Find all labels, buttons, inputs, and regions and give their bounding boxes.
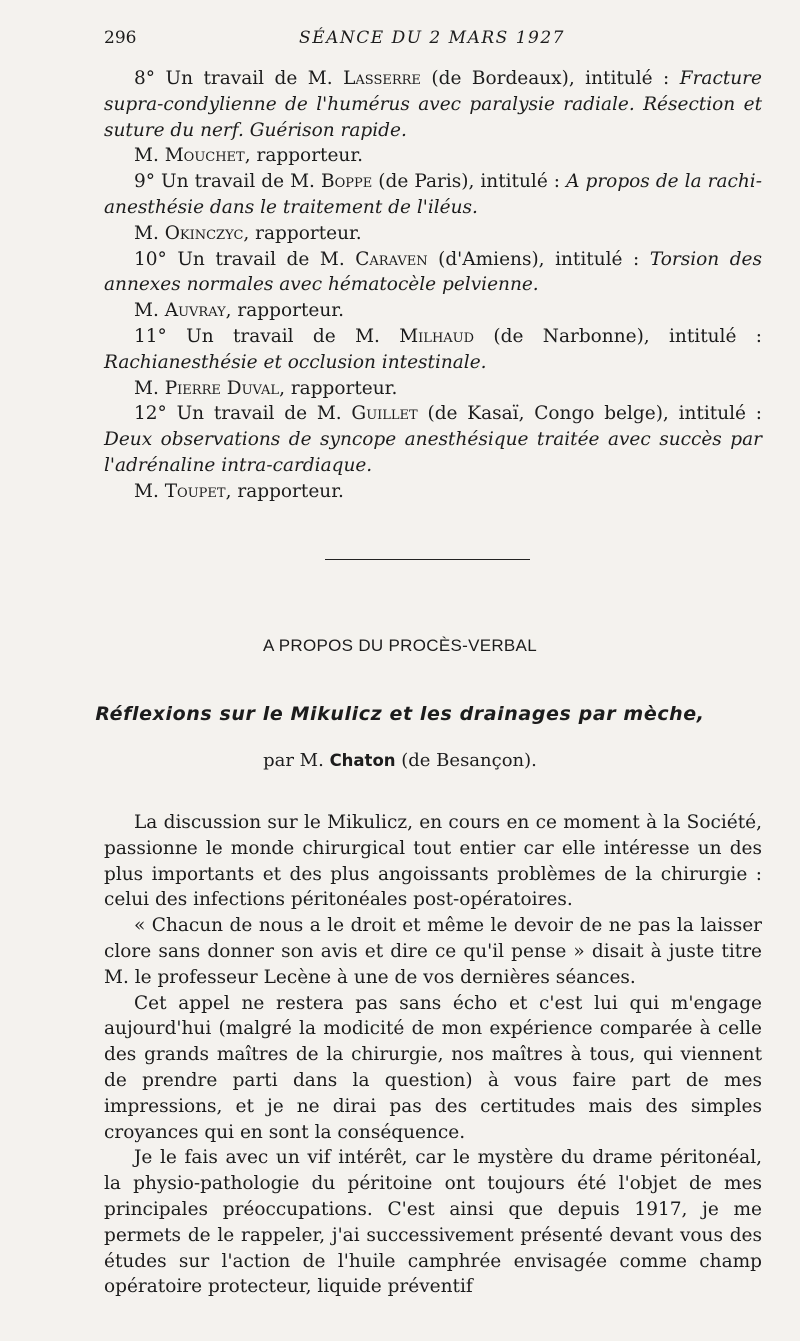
entry-author: Caraven [355, 248, 428, 270]
reporter-prefix: M. [134, 480, 159, 502]
entry-author: Guillet [351, 403, 418, 425]
reporter-name: Toupet [164, 480, 226, 502]
reporter-prefix: M. [134, 222, 159, 244]
reporter-line [104, 143, 762, 169]
page-header [104, 28, 760, 54]
byline-author: Chaton [329, 751, 396, 770]
entry-intro: 12° Un travail de M. [134, 403, 342, 425]
article-byline [0, 750, 800, 771]
body-paragraph: Cet appel ne restera pas sans écho et c'est lui qui m'engage aujourd'hui (malgré la modicité de mon expérience comparée à celle des grands maîtres de la chirurgie, nos maîtres à tous, qui viennent de prendre parti dans la question) à vous faire part de mes impressions, et je ne dirai pas des certitudes mais des simples croyances qui en sont la conséquence. [104, 992, 762, 1143]
reporter-suffix: , rapporteur. [225, 480, 344, 502]
body-paragraph: Je le fais avec un vif intérêt, car le mystère du drame péritonéal, la physio-pathologie du péritoine ont toujours été l'objet de mes principales préoccupations. C'est ainsi que depuis 1917, je me permets de le rappeler, j'ai successivement présenté devant vous des études sur l'action de l'huile camphrée envisagée comme champ opératoire protecteur, liquide préventif [104, 1147, 762, 1298]
reporter-suffix: , rapporteur. [243, 222, 362, 244]
reporter-line [104, 221, 762, 247]
entry-title: Rachianesthésie et occlusion intestinale. [104, 351, 487, 373]
reporter-name: Pierre Duval [164, 377, 280, 399]
section-divider [325, 559, 530, 560]
article-title: Réflexions sur le Mikulicz et les drainages par mèche, [95, 703, 705, 725]
reporter-line [104, 298, 762, 324]
reporter-prefix: M. [134, 377, 159, 399]
entry-intro: 9° Un travail de M. [134, 171, 315, 193]
body-paragraph: « Chacun de nous a le droit et même le devoir de ne pas la laisser clore sans donner son avis et dire ce qu'il pense » disait à juste titre M. le professeur Lecène à une de vos dernières séances. [104, 915, 762, 988]
byline-origin: (de Besançon). [401, 750, 537, 771]
body-paragraph: La discussion sur le Mikulicz, en cours en ce moment à la Société, passionne le monde chirurgical tout entier car elle intéresse un des plus importants et des plus angoissants problèmes de la chirurgie : celui des infections péritonéales post-opératoires. [104, 812, 762, 911]
entry-origin: (d'Amiens), intitulé : [438, 248, 640, 270]
entry-title: Deux observations de syncope anesthésique traitée avec succès par l'adrénaline intra-cardiaque. [104, 429, 762, 476]
entry-author: Lasserre [343, 68, 421, 89]
section-heading: A PROPOS DU PROCÈS-VERBAL [263, 636, 537, 655]
entry-origin: (de Paris), intitulé : [378, 171, 561, 193]
entry-title: A propos de la rachi-anesthésie dans le traitement de l'iléus. [104, 171, 762, 218]
entry-author: Boppe [320, 171, 373, 193]
entry-intro: 8° Un travail de M. [134, 68, 333, 89]
reporter-name: Auvray [164, 300, 226, 322]
work-entry [104, 324, 762, 376]
entry-intro: 11° Un travail de M. [134, 325, 380, 347]
article-body [104, 810, 762, 1300]
reporter-suffix: , rapporteur. [225, 300, 344, 322]
reporter-suffix: , rapporteur. [279, 377, 398, 399]
work-entry [104, 169, 762, 221]
entry-origin: (de Narbonne), intitulé : [493, 325, 762, 347]
reporter-prefix: M. [134, 300, 159, 322]
reporter-name: Okinczyc [164, 222, 244, 244]
work-entry [104, 66, 762, 143]
reporter-line [104, 376, 762, 402]
reporter-line [104, 479, 762, 505]
entry-title: Torsion des annexes normales avec hématocèle pelvienne. [104, 248, 762, 296]
entry-title: Fracture supra-condylienne de l'humérus avec paralysie radiale. Résection et suture du nerf. Guérison rapide. [104, 68, 762, 141]
work-entry [104, 401, 762, 478]
page-number: 296 [104, 28, 137, 48]
reporter-name: Mouchet [164, 145, 245, 167]
entry-origin: (de Kasaï, Congo belge), intitulé : [427, 403, 762, 425]
work-entry [104, 247, 762, 299]
entry-origin: (de Bordeaux), intitulé : [431, 68, 670, 89]
byline-prefix: par M. [263, 750, 324, 771]
submitted-works-list [104, 66, 762, 505]
reporter-prefix: M. [134, 145, 159, 167]
entry-intro: 10° Un travail de M. [134, 248, 345, 270]
running-title: SÉANCE DU 2 MARS 1927 [299, 28, 565, 48]
entry-author: Milhaud [399, 325, 475, 347]
reporter-suffix: , rapporteur. [244, 145, 364, 167]
